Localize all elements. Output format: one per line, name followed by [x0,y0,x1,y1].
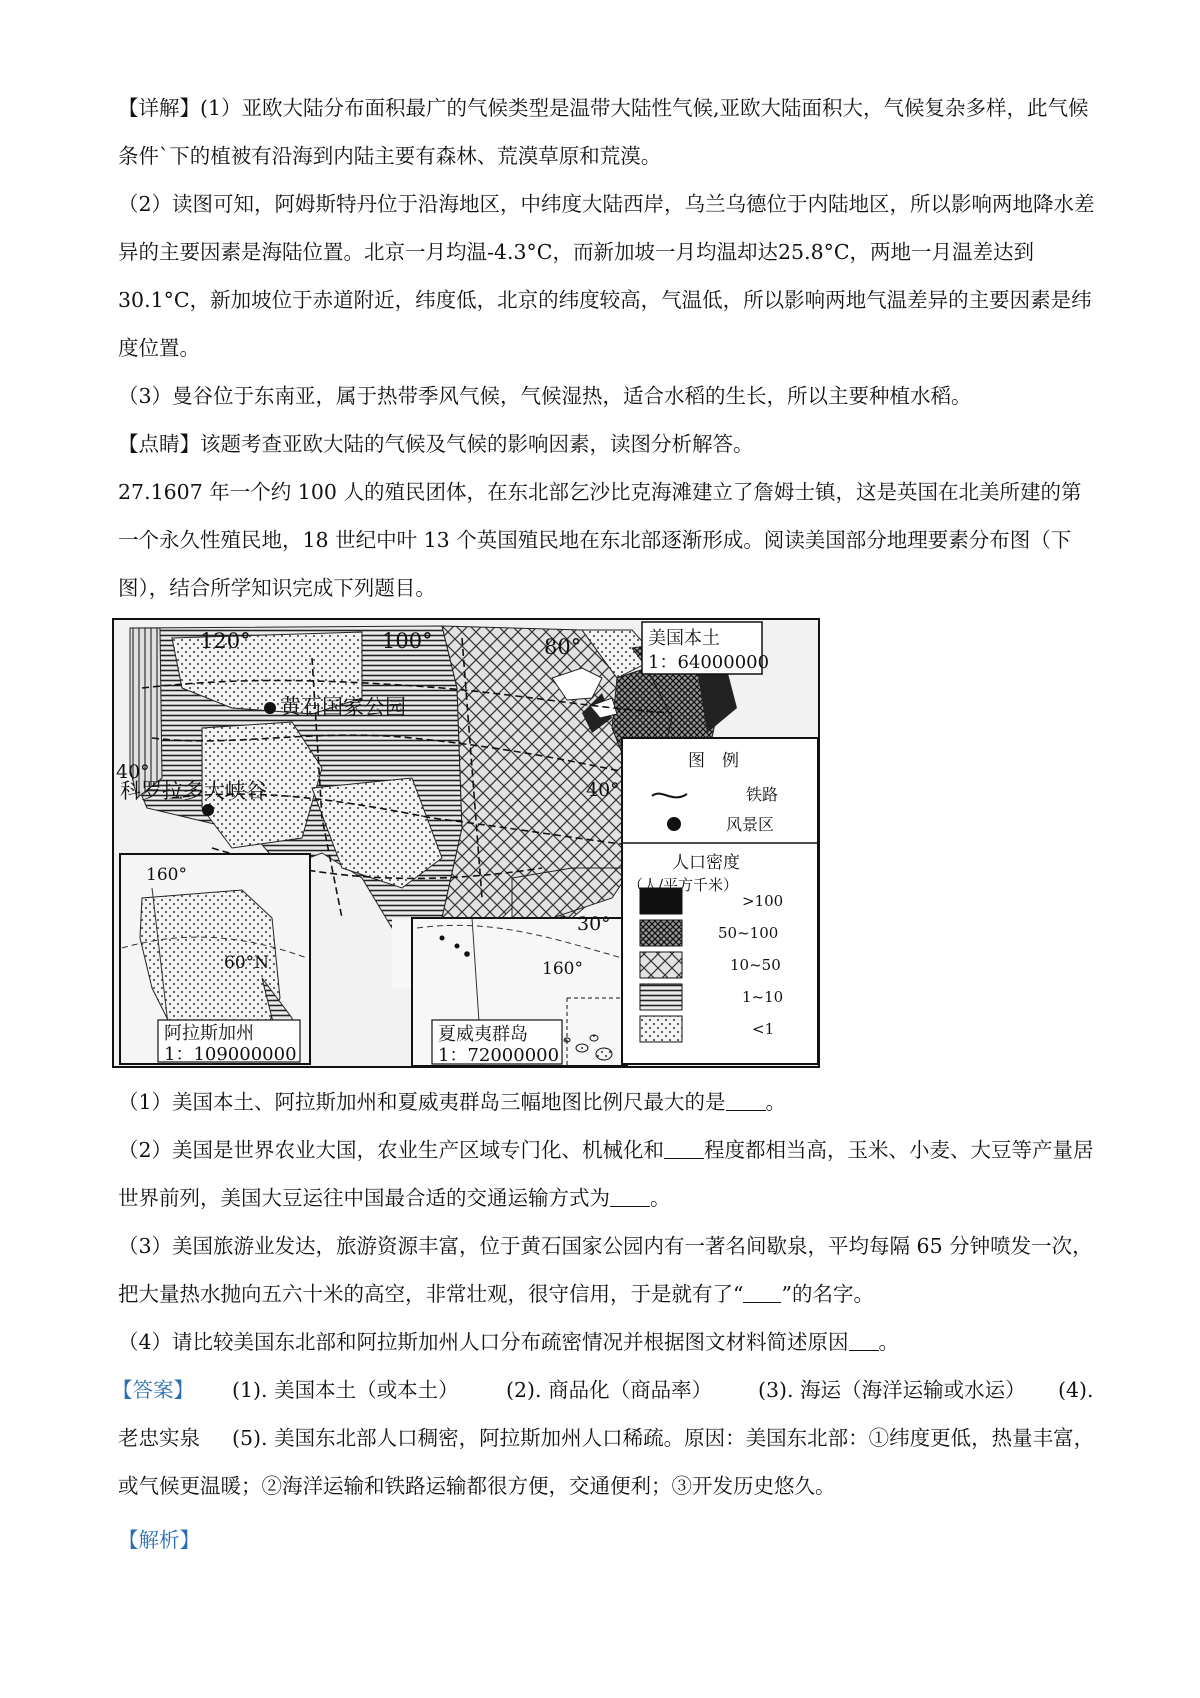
detail-label: 【详解】 [118,96,200,120]
grand-canyon-label: 科罗拉多大峡谷 [120,779,267,803]
alaska-lat-60-label: 60°N [224,953,270,973]
lon-100-label: 100° [382,629,433,653]
density-level-3: 1~10 [742,988,784,1006]
answer-5: (5). 美国东北部人口稠密，阿拉斯加州人口稀疏。原因：美国东北部：①纬度更低，热量丰富， [232,1426,1095,1450]
mainland-title: 美国本土 [648,628,720,649]
sub-question-2: （2）美国是世界农业大国，农业生产区域专门化、机械化和 程度都相当高，玉米、小麦、大豆等产量居世界前列，美国大豆运往中国最合适的交通运输方式为 。 [118,1138,1094,1210]
density-level-4: <1 [752,1020,775,1038]
hawaii-lon-160-label: 160° [542,959,583,979]
alaska-lon-160-label: 160° [146,865,187,885]
tip-paragraph: 【点睛】该题考查亚欧大陆的气候及气候的影响因素，读图分析解答。 [118,432,754,456]
yellowstone-label: 黄石国家公园 [280,695,406,719]
alaska-title: 阿拉斯加州 [164,1023,254,1044]
alaska-scale: 1：109000000 [164,1044,297,1065]
sub-question-1: （1）美国本土、阿拉斯加州和夏威夷群岛三幅地图比例尺最大的是 。 [118,1090,787,1114]
question-stem: 27.1607 年一个约 100 人的殖民团体，在东北部乞沙比克海滩建立了詹姆士镇，这是英国在北美所建的第一个永久性殖民地，18 世纪中叶 13 个英国殖民地在东北部逐渐形成。阅读美国部分地理要素分布图（下图），结合所学知识完成下列题目。 [118,480,1082,600]
answer-5-continued: 或气候更温暖；②海洋运输和铁路运输都很方便，交通便利；③开发历史悠久。 [118,1474,836,1498]
answer-row-1 [112,1366,1098,1414]
answer-blank-4 [743,1282,781,1304]
analysis-paragraph [118,1516,1098,1564]
answer-4-text: 老忠实泉 [118,1426,200,1450]
answer-2: (2). 商品化（商品率） [506,1378,713,1402]
density-unit: （人/平方千米） [628,876,739,894]
answer-blank-3 [610,1186,650,1208]
lat-40-east-label: 40° [586,779,620,801]
density-level-2: 10~50 [730,956,781,974]
detail-paragraph-2: （2）读图可知，阿姆斯特丹位于沿海地区，中纬度大陆西岸，乌兰乌德位于内陆地区，所以影响两地降水差异的主要因素是海陆位置。北京一月均温-4.3°C，而新加坡一月均温却达25.8°C，两地一月温差达到30.1°C，新加坡位于赤道附近，纬度低，北京的纬度较高，气温低，所以影响两地气温差异的主要因素是纬度位置。 [118,192,1095,360]
detail-paragraph-3: （3）曼谷位于东南亚，属于热带季风气候，气候湿热，适合水稻的生长，所以主要种植水稻。 [118,384,972,408]
legend-title: 图 例 [688,751,739,771]
answer-4-number: (4). [1058,1378,1094,1402]
answer-row-2 [118,1414,1098,1462]
answer-blank-2 [664,1138,704,1160]
hawaii-title: 夏威夷群岛 [438,1024,528,1045]
detail-paragraph-1: 【详解】(1）亚欧大陆分布面积最广的气候类型是温带大陆性气候,亚欧大陆面积大，气候复杂多样，此气候条件ˋ下的植被有沿海到内陆主要有森林、荒漠草原和荒漠。 [118,96,1089,168]
density-level-1: 50~100 [718,924,779,942]
lat-30-label: 30° [577,913,611,935]
analysis-label: 【解析】 [118,1528,200,1552]
lat-40-west-label: 40° [116,761,150,783]
sub-question-3: （3）美国旅游业发达，旅游资源丰富，位于黄石国家公园内有一著名间歇泉，平均每隔 65 分钟喷发一次，把大量热水抛向五六十米的高空，非常壮观，很守信用，于是就有了“ ”的名字。 [118,1234,1093,1306]
answer-3: (3). 海运（海洋运输或水运） [758,1378,1026,1402]
hawaii-scale: 1：72000000 [438,1045,560,1066]
density-title: 人口密度 [672,853,740,873]
legend-scenic-label: 风景区 [726,815,775,834]
density-level-0: >100 [742,892,784,910]
mainland-scale: 1：64000000 [648,652,770,673]
tip-label: 【点睛】 [118,432,200,456]
legend-railway-label: 铁路 [746,785,779,804]
answer-label: 【答案】 [112,1378,194,1402]
usa-map-figure [112,618,822,1070]
lon-120-label: 120° [200,629,251,653]
answer-1: (1). 美国本土（或本土） [232,1378,459,1402]
lon-80-label: 80° [544,635,582,659]
sub-question-4: （4）请比较美国东北部和阿拉斯加州人口分布疏密情况并根据图文材料简述原因 。 [118,1330,900,1354]
answer-blank-5 [849,1330,879,1352]
answer-blank-1 [726,1090,766,1112]
